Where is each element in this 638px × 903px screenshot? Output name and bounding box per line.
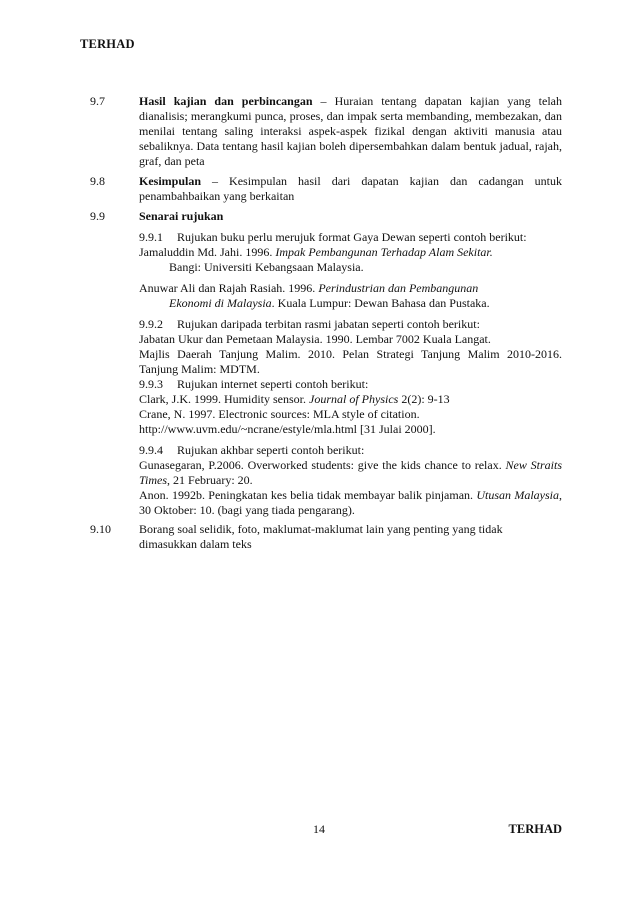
reference-entry [139, 488, 562, 518]
subsection-text: Rujukan buku perlu merujuk format Gaya Dewan seperti contoh berikut: [177, 230, 527, 244]
reference-publisher: Bangi: Universiti Kebangsaan Malaysia. [169, 260, 364, 274]
reference-entry: Majlis Daerah Tanjung Malim. 2010. Pelan Strategi Tanjung Malim 2010-2016. Tanjung Malim: MDTM. [139, 347, 562, 376]
section-9-7 [90, 94, 562, 169]
section-title: Hasil kajian dan perbincangan [139, 94, 313, 108]
section-text: – Kesimpulan hasil dari dapatan kajian dan cadangan untuk penambahbaikan yang berkaitan [139, 174, 562, 203]
section-title: Senarai rujukan [139, 209, 224, 223]
main-content [90, 94, 562, 556]
subsection-number: 9.9.4 [139, 443, 163, 457]
reference-author: Clark, J.K. 1999. Humidity sensor. [139, 392, 309, 406]
section-9-8 [90, 174, 562, 204]
reference-author: Gunasegaran, P.2006. Overworked students: give the kids chance to relax. [139, 458, 506, 472]
reference-entry [139, 458, 562, 488]
reference-entry: Jabatan Ukur dan Pemetaan Malaysia. 1990. Lembar 7002 Kuala Langat. [139, 332, 491, 346]
section-number: 9.10 [90, 522, 111, 536]
reference-author: Jamaluddin Md. Jahi. 1996. [139, 245, 276, 259]
section-text: – Huraian tentang dapatan kajian yang telah dianalisis; merangkumi punca, proses, dan impak serta membanding, membezakan, dan menilai tentang saling interaksi aspek-aspek fizikal dengan aktiviti manusia atau sebaliknya. Data tentang hasil kajian boleh dipersembahkan dalam bentuk jadual, rajah, graf, dan peta [139, 94, 562, 168]
footer-classification: TERHAD [508, 822, 562, 836]
subsection-9-9-3 [139, 377, 562, 392]
reference-url: http://www.uvm.edu/~ncrane/estyle/mla.html [31 Julai 2000]. [139, 422, 436, 436]
reference-publisher: . Kuala Lumpur: Dewan Bahasa dan Pustaka. [271, 296, 490, 310]
reference-title: Impak Pembangunan Terhadap Alam Sekitar. [275, 245, 493, 259]
subsection-9-9-2 [139, 317, 562, 332]
section-text: Borang soal selidik, foto, maklumat-maklumat lain yang penting yang tidak dimasukkan dalam teks [139, 522, 503, 551]
section-number: 9.7 [90, 94, 105, 108]
reference-date: , 21 February: 20. [167, 473, 253, 487]
reference-journal: Journal of Physics [309, 392, 399, 406]
section-9-9 [90, 209, 562, 518]
section-title: Kesimpulan [139, 174, 202, 188]
reference-volume: 2(2): 9-13 [398, 392, 450, 406]
header-classification: TERHAD [80, 37, 135, 51]
section-9-10 [90, 522, 562, 552]
subsection-number: 9.9.2 [139, 317, 163, 331]
subsection-text: Rujukan daripada terbitan rasmi jabatan seperti contoh berikut: [177, 317, 480, 331]
reference-author: Anuwar Ali dan Rajah Rasiah. 1996. [139, 281, 319, 295]
subsection-9-9-4 [139, 443, 562, 458]
reference-title: Perindustrian dan Pembangunan [318, 281, 479, 295]
reference-entry [139, 407, 562, 437]
page-number: 14 [313, 822, 325, 836]
reference-entry [139, 281, 562, 311]
section-paragraph [139, 174, 562, 204]
subsection-text: Rujukan internet seperti contoh berikut: [177, 377, 369, 391]
reference-newspaper: New Straits Times [139, 458, 562, 487]
reference-title-cont: Ekonomi di Malaysia [169, 296, 272, 310]
reference-author: Anon. 1992b. Peningkatan kes belia tidak membayar balik pinjaman. [139, 488, 477, 502]
section-paragraph [139, 94, 562, 169]
section-number: 9.8 [90, 174, 105, 188]
subsection-number: 9.9.1 [139, 230, 163, 244]
subsection-number: 9.9.3 [139, 377, 163, 391]
subsection-text: Rujukan akhbar seperti contoh berikut: [177, 443, 365, 457]
reference-author: Crane, N. 1997. Electronic sources: MLA style of citation. [139, 407, 420, 421]
subsection-9-9-1 [139, 230, 562, 245]
reference-newspaper: Utusan Malaysia [476, 488, 559, 502]
reference-date: , 30 Oktober: 10. (bagi yang tiada pengarang). [139, 488, 562, 517]
reference-entry [139, 245, 562, 275]
reference-entry [139, 392, 562, 407]
section-number: 9.9 [90, 209, 105, 223]
